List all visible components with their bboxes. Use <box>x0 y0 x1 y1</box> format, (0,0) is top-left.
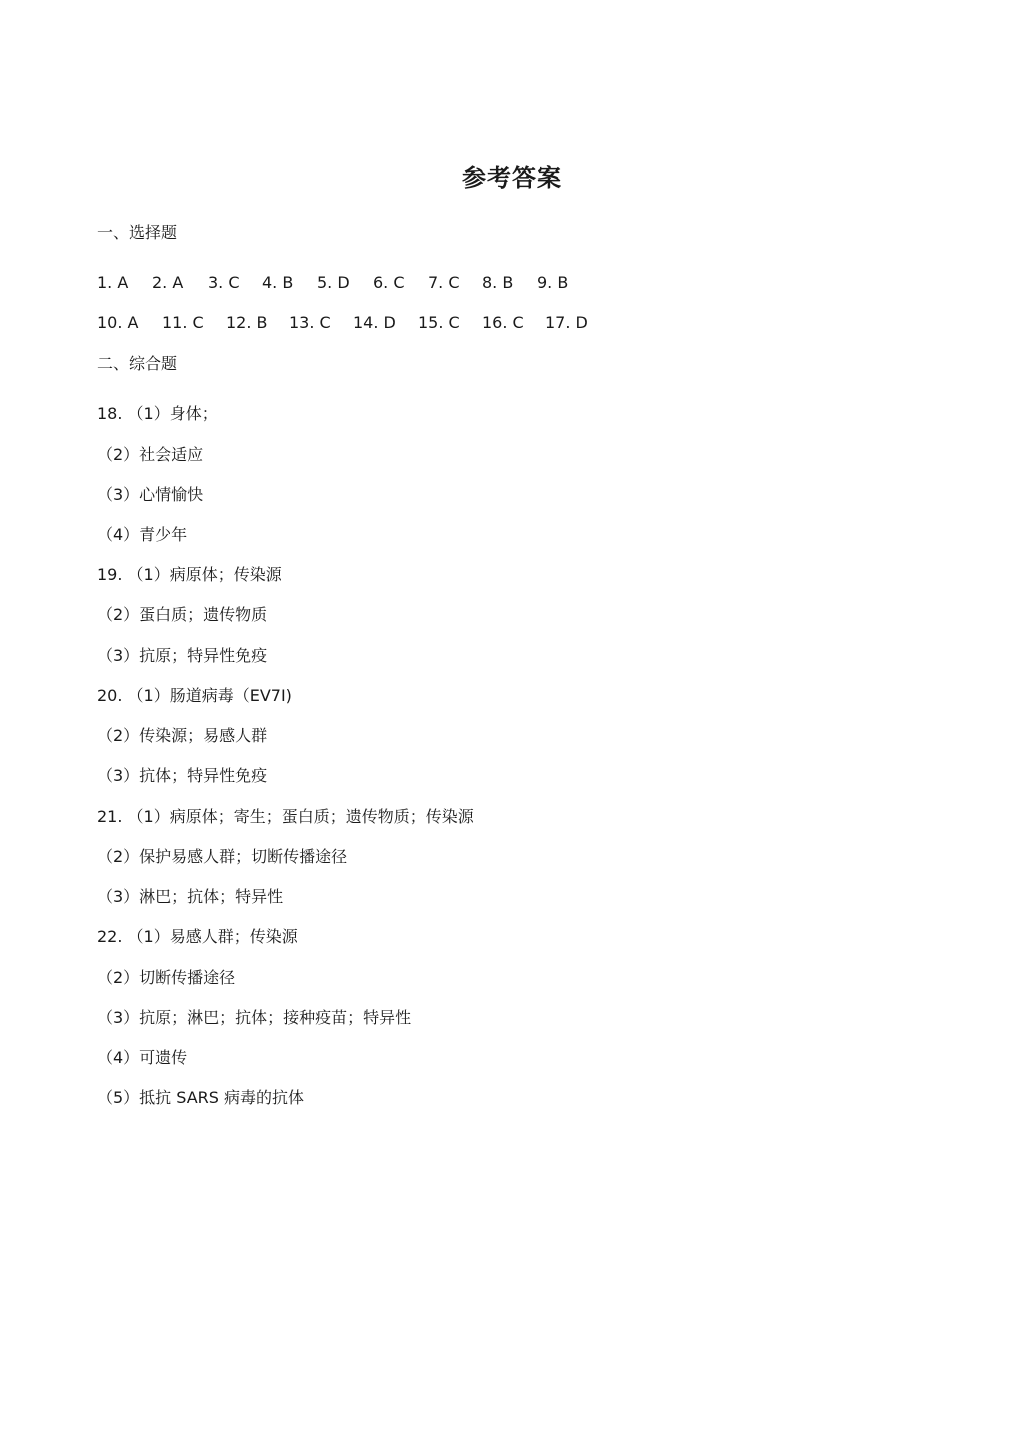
answer-line: 21. （1）病原体；寄生；蛋白质；遗传物质；传染源 <box>97 807 474 826</box>
mc-answer: 6. C <box>373 273 405 292</box>
page-title: 参考答案 <box>462 163 562 192</box>
answer-line: 22. （1）易感人群；传染源 <box>97 927 298 946</box>
mc-answer: 5. D <box>317 273 350 292</box>
mc-answer: 10. A <box>97 313 139 332</box>
mc-answer: 12. B <box>226 313 268 332</box>
mc-answer: 13. C <box>289 313 331 332</box>
answer-line: 20. （1）肠道病毒（EV7I) <box>97 686 292 705</box>
answer-line: （2）蛋白质；遗传物质 <box>97 605 268 624</box>
mc-answer: 7. C <box>428 273 460 292</box>
answer-line: （3）心情愉快 <box>97 485 204 504</box>
answer-line: （2）切断传播途径 <box>97 968 236 987</box>
answer-line: （3）抗原；淋巴；抗体；接种疫苗；特异性 <box>97 1008 412 1027</box>
answer-line: （2）社会适应 <box>97 445 204 464</box>
answer-line: （4）青少年 <box>97 525 188 544</box>
mc-answer: 3. C <box>208 273 240 292</box>
mc-answer: 2. A <box>152 273 184 292</box>
mc-answer: 16. C <box>482 313 524 332</box>
answer-line: （3）抗体；特异性免疫 <box>97 766 268 785</box>
answer-line: （3）抗原；特异性免疫 <box>97 646 268 665</box>
mc-answer: 1. A <box>97 273 129 292</box>
section-heading-choice: 一、选择题 <box>97 223 178 242</box>
answer-line: 18. （1）身体； <box>97 404 218 423</box>
answer-line: （4）可遗传 <box>97 1048 188 1067</box>
mc-answer: 11. C <box>162 313 204 332</box>
mc-answer: 17. D <box>545 313 588 332</box>
answer-line: （5）抵抗 SARS 病毒的抗体 <box>97 1088 305 1107</box>
section-heading-comprehensive: 二、综合题 <box>97 354 178 373</box>
answer-line: （2）传染源；易感人群 <box>97 726 268 745</box>
mc-answer: 15. C <box>418 313 460 332</box>
answer-line: （2）保护易感人群；切断传播途径 <box>97 847 348 866</box>
mc-answer: 9. B <box>537 273 569 292</box>
answer-line: 19. （1）病原体；传染源 <box>97 565 282 584</box>
mc-answer: 4. B <box>262 273 294 292</box>
answer-line: （3）淋巴；抗体；特异性 <box>97 887 284 906</box>
mc-answer: 14. D <box>353 313 396 332</box>
mc-answer: 8. B <box>482 273 514 292</box>
